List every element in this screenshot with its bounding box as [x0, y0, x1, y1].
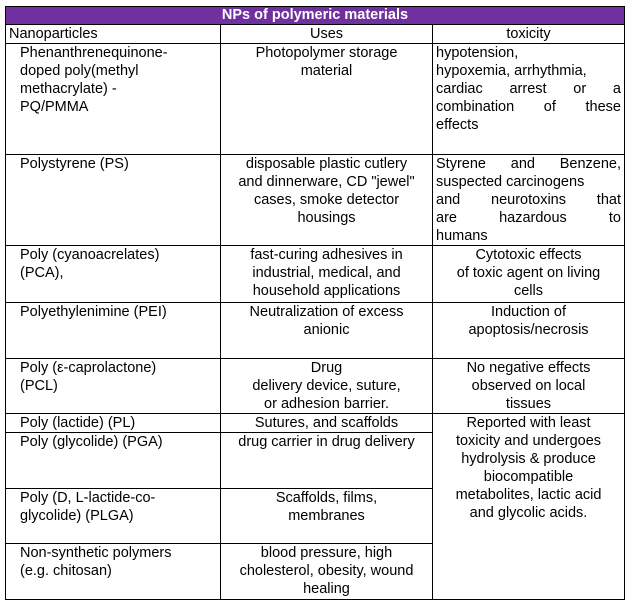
np-cell: Poly (D, L-lactide-co- glycolide) (PLGA) [6, 489, 221, 544]
uses-cell: Neutralization of excess anionic [221, 303, 433, 359]
table-row [6, 44, 625, 155]
table-row [6, 303, 625, 359]
table-title: NPs of polymeric materials [6, 7, 625, 25]
toxicity-cell: Cytotoxic effects of toxic agent on living cells [433, 246, 625, 303]
uses-cell: fast-curing adhesives in industrial, medical, and household applications [221, 246, 433, 303]
table-row [6, 414, 625, 433]
title-row [6, 7, 625, 25]
polymeric-nps-table [5, 6, 625, 600]
uses-cell: disposable plastic cutlery and dinnerware, CD "jewel" cases, smoke detector housings [221, 155, 433, 246]
np-cell: Poly (glycolide) (PGA) [6, 433, 221, 489]
np-cell: Polystyrene (PS) [6, 155, 221, 246]
header-toxicity: toxicity [433, 25, 625, 44]
shared-toxicity-cell: Reported with least toxicity and undergoes hydrolysis & produce biocompatible metabolites, lactic acid and glycolic acids. [433, 414, 625, 600]
uses-cell: drug carrier in drug delivery [221, 433, 433, 489]
np-cell: Phenanthrenequinone- doped poly(methyl methacrylate) - PQ/PMMA [6, 44, 221, 155]
uses-cell: Sutures, and scaffolds [221, 414, 433, 433]
uses-cell: Scaffolds, films, membranes [221, 489, 433, 544]
table-row [6, 359, 625, 414]
np-cell: Poly (lactide) (PL) [6, 414, 221, 433]
header-uses: Uses [221, 25, 433, 44]
header-nanoparticles: Nanoparticles [6, 25, 221, 44]
np-cell: Polyethylenimine (PEI) [6, 303, 221, 359]
uses-cell: Photopolymer storage material [221, 44, 433, 155]
np-cell: Poly (ε-caprolactone) (PCL) [6, 359, 221, 414]
np-cell: Poly (cyanoacrelates) (PCA), [6, 246, 221, 303]
np-cell: Non-synthetic polymers (e.g. chitosan) [6, 544, 221, 600]
table-row [6, 246, 625, 303]
uses-cell: blood pressure, high cholesterol, obesity, wound healing [221, 544, 433, 600]
uses-cell: Drug delivery device, suture, or adhesion barrier. [221, 359, 433, 414]
table-row [6, 155, 625, 246]
header-row [6, 25, 625, 44]
toxicity-cell: Styrene and Benzene, suspected carcinogens and neurotoxins that are hazardous to humans [433, 155, 625, 246]
toxicity-cell: hypotension, hypoxemia, arrhythmia, cardiac arrest or a combination of these effects [433, 44, 625, 155]
toxicity-cell: No negative effects observed on local tissues [433, 359, 625, 414]
toxicity-cell: Induction of apoptosis/necrosis [433, 303, 625, 359]
